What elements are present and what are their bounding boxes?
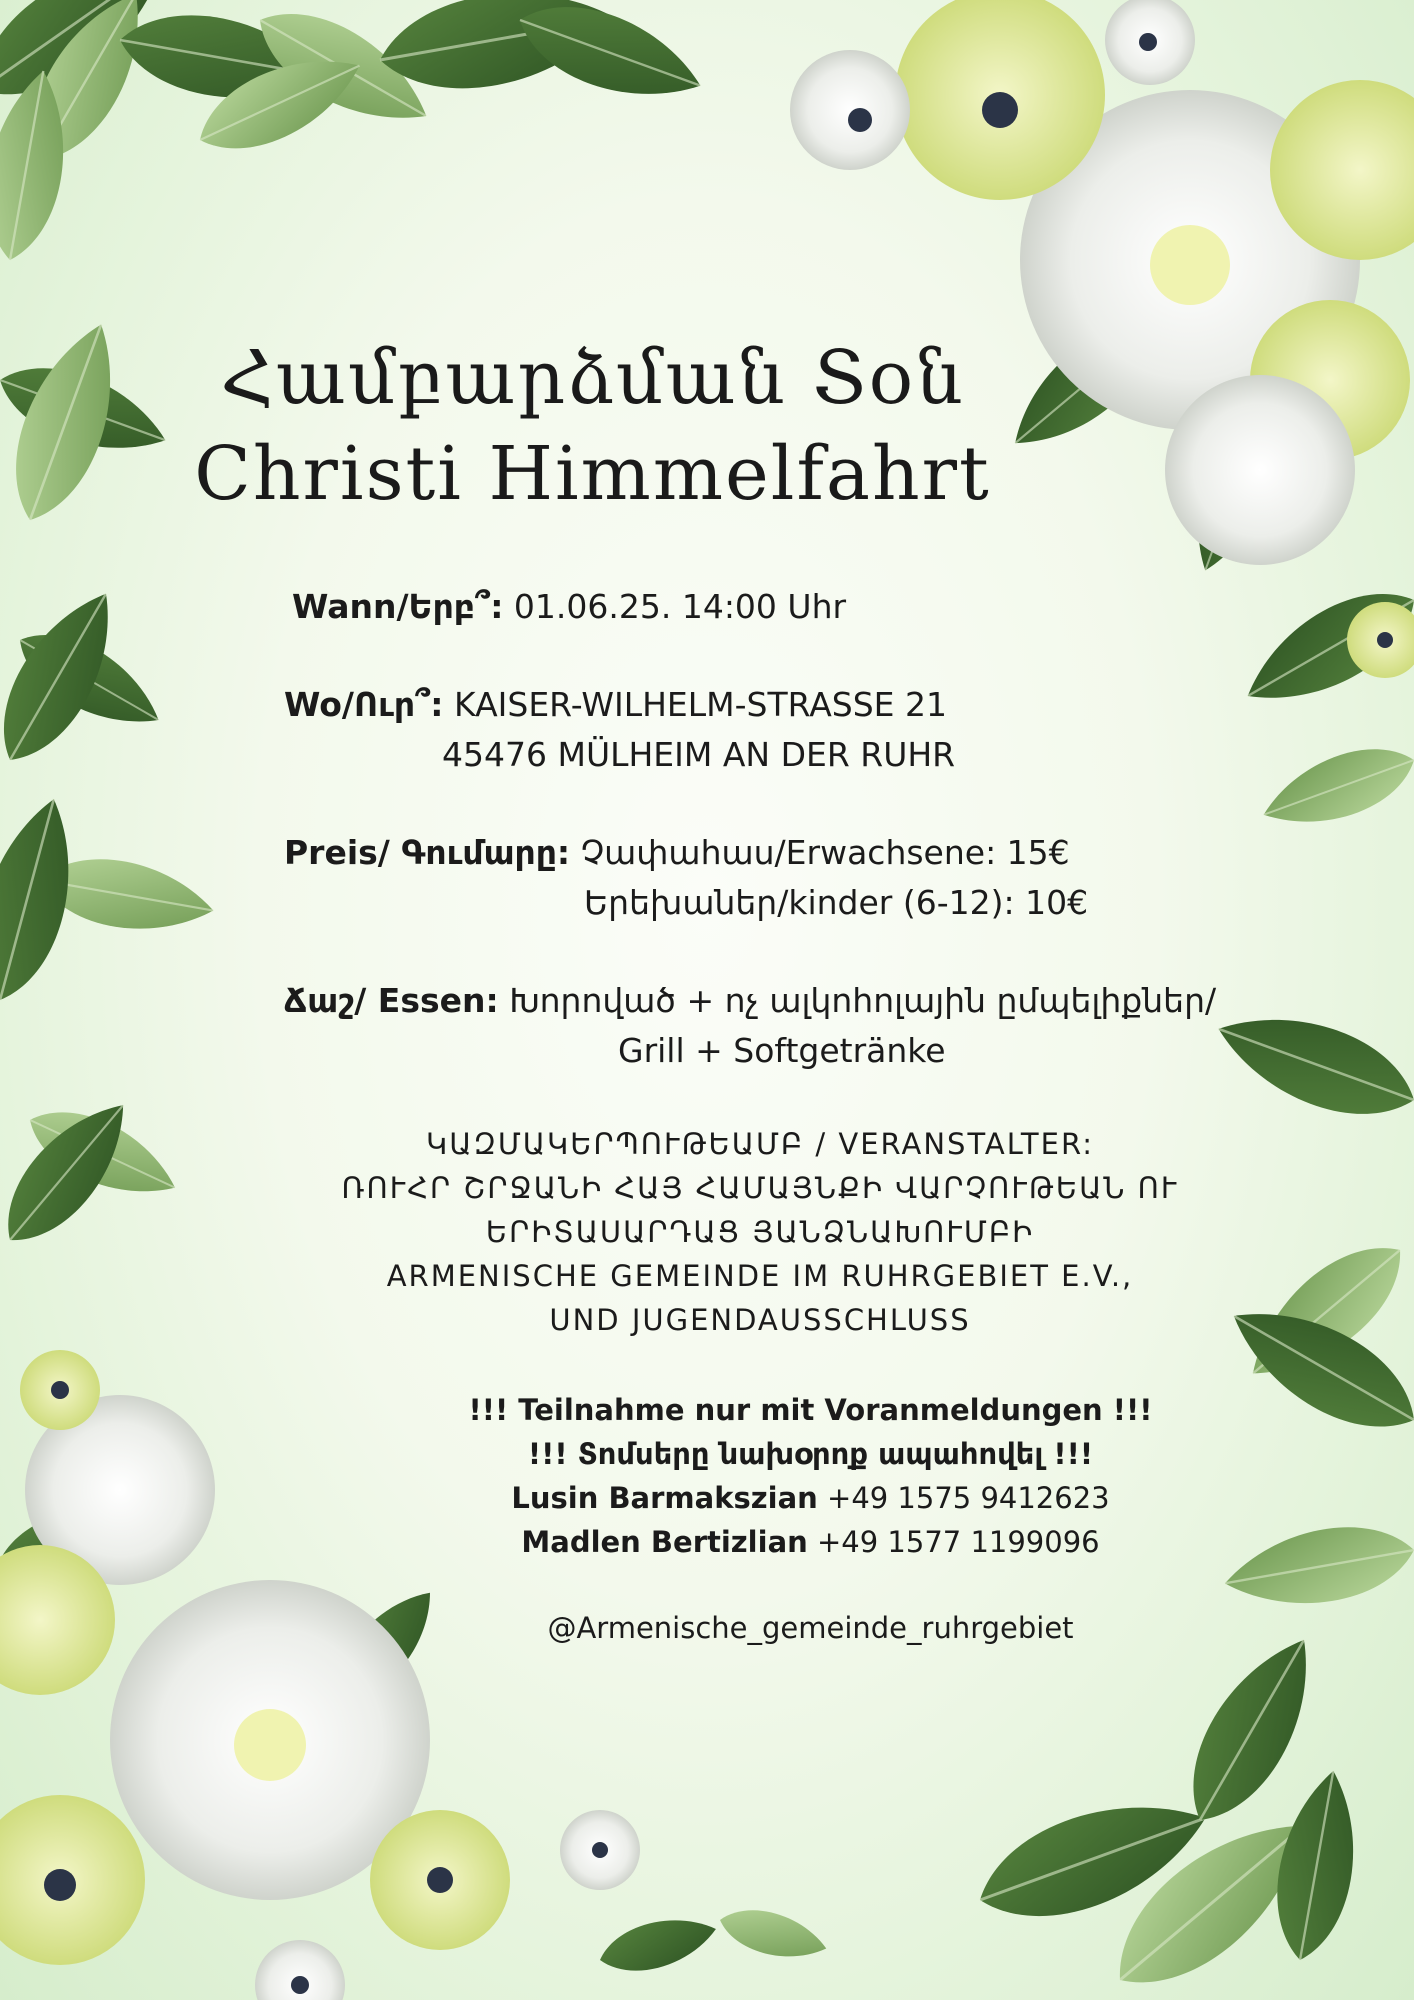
- where-line2: 45476 MÜLHEIM AN DER RUHR: [442, 735, 956, 774]
- food-line2: Grill + Softgetränke: [618, 1031, 946, 1070]
- price-line2: Երեխաներ/kinder (6-12): 10€: [584, 883, 1089, 922]
- registration-notice-german-text: !!! Teilnahme nur mit Voranmeldungen !!!: [468, 1393, 1153, 1427]
- contact-1: [0, 1476, 1414, 1520]
- title-armenian: Համբարձման Տօն: [220, 335, 965, 421]
- registration-notice-armenian: [0, 1432, 1414, 1476]
- title-german: Christi Himmelfahrt: [194, 431, 991, 517]
- price-label: Preis/ Գումարը:: [284, 833, 571, 872]
- where-row: [284, 680, 947, 730]
- organizer-german-line2: UND JUGENDAUSSCHLUSS: [549, 1303, 971, 1337]
- contact-2: [0, 1520, 1414, 1564]
- registration-notice-armenian-text: !!! Տոմսերը նախօրոք ապահովել !!!: [527, 1437, 1094, 1471]
- registration-notice-german: [0, 1388, 1414, 1432]
- price-line2-row: [584, 878, 1088, 928]
- when-value: 01.06.25. 14:00 Uhr: [513, 587, 847, 626]
- leaf-cluster-top-left: [0, 0, 713, 178]
- organizer-german-line1: ARMENISCHE GEMEINDE IM RUHRGEBIET E.V.,: [386, 1259, 1134, 1293]
- where-label: Wo/Ուր՞:: [284, 685, 444, 724]
- social-handle: @Armenische_gemeinde_ruhrgebiet: [547, 1611, 1074, 1645]
- contact-1-name: Lusin Barmakszian: [511, 1481, 818, 1515]
- food-line2-row: [618, 1026, 946, 1076]
- contact-2-phone: +49 1577 1199096: [817, 1525, 1100, 1559]
- food-line1: Խորոված + ոչ ալկոհոլային ըմպելիքներ/: [509, 981, 1217, 1020]
- organizer-heading: ԿԱԶՄԱԿԵՐՊՈՒԹԵԱՄԲ / VERANSTALTER:: [426, 1127, 1094, 1161]
- organizer-armenian-line1: ՌՈՒՀՐ ՇՐՋԱՆԻ ՀԱՅ ՀԱՄԱՅՆՔԻ ՎԱՐՉՈՒԹԵԱՆ ՈՒ: [341, 1171, 1179, 1205]
- where-line2-row: [442, 730, 955, 780]
- contact-1-phone: +49 1575 9412623: [827, 1481, 1110, 1515]
- contact-2-name: Madlen Bertizlian: [521, 1525, 808, 1559]
- event-title: [0, 330, 1185, 522]
- food-label: Ճաշ/ Essen:: [284, 981, 499, 1020]
- price-line1: Չափահաս/Erwachsene: 15€: [580, 833, 1070, 872]
- when-label: Wann/Երբ՞:: [292, 587, 504, 626]
- food-row: [284, 976, 1216, 1026]
- price-row: [284, 828, 1070, 878]
- where-line1: KAISER-WILHELM-STRASSE 21: [454, 685, 948, 724]
- organizer-armenian-line2: ԵՐԻՏԱՍԱՐԴԱՑ ՅԱՆՁՆԱԽՈՒՄԲԻ: [485, 1215, 1035, 1249]
- leaf-vine-left: [0, 65, 219, 1262]
- when-row: [292, 582, 846, 632]
